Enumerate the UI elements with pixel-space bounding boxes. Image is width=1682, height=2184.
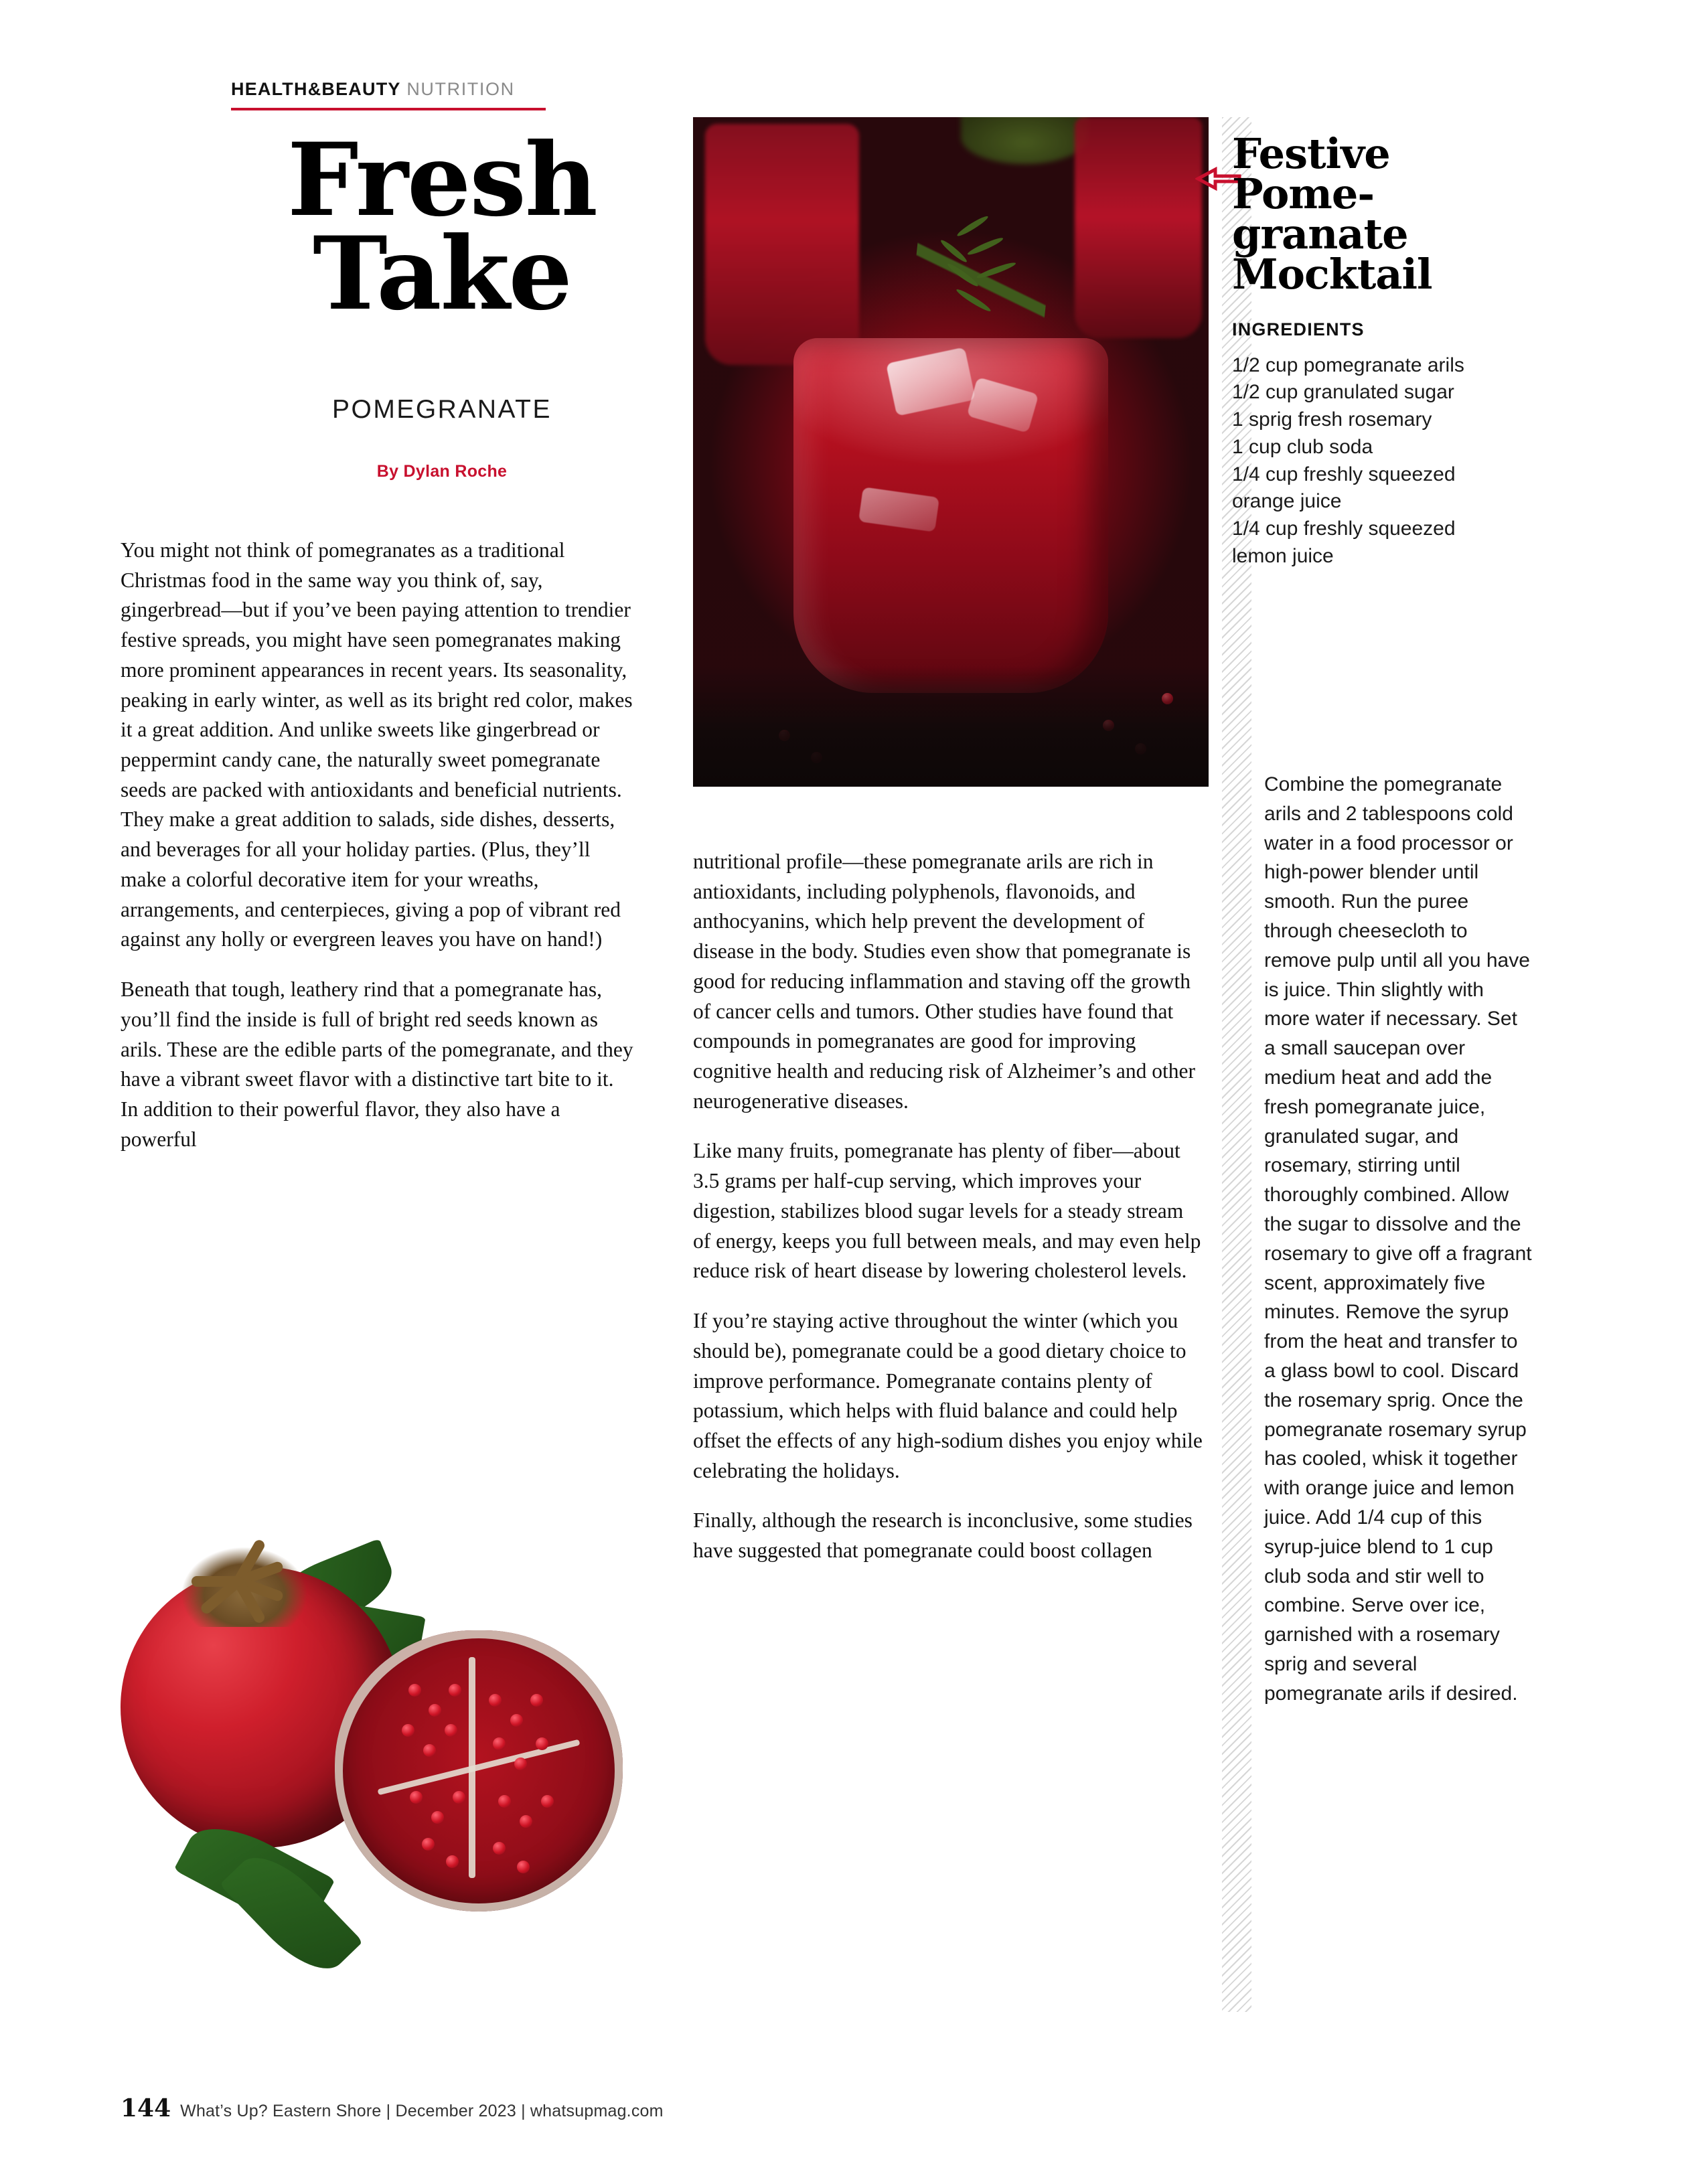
- byline: By Dylan Roche: [376, 462, 508, 481]
- kicker-line: [231, 79, 552, 100]
- photo-seed: [530, 1694, 543, 1707]
- page-footer: [121, 2094, 664, 2122]
- photo-surface: [693, 666, 1209, 787]
- photo-rosemary-needle: [955, 214, 990, 238]
- kicker-section: HEALTH: [231, 79, 308, 99]
- photo-seed: [489, 1694, 502, 1707]
- pomegranate-fruit-photo: [67, 1506, 649, 2002]
- kicker-rule: [231, 108, 546, 110]
- photo-rosemary-needle: [966, 236, 1004, 257]
- photo-seed: [423, 1744, 436, 1757]
- photo-seed: [517, 1861, 530, 1873]
- photo-seed: [520, 1815, 532, 1828]
- paragraph: Finally, although the research is inconclusive, some studies have suggested that pomegranate could boost collagen: [693, 1508, 1193, 1563]
- ingredients-heading: INGREDIENTS: [1232, 319, 1365, 339]
- photo-rind: [335, 1630, 623, 1912]
- paragraph: Like many fruits, pomegranate has plenty of fiber—about 3.5 grams per half-cup serving, which improves your digestion, stabilizes blood sugar levels for a steady stream of energy, keeps you full between meals, and may even help reduce risk of heart disease by lowering cholesterol levels.: [693, 1139, 1201, 1283]
- body-column-1: [121, 536, 636, 1174]
- photo-seed: [408, 1684, 421, 1697]
- photo-seed: [536, 1737, 548, 1750]
- paragraph: Beneath that tough, leathery rind that a pomegranate has, you’ll find the inside is full of bright red seeds known as arils. These are the edible parts of the pomegranate, and they have a vibrant sweet flavor with a distinctive tart bite to it. In addition to their powerful flavor, they also have a powerful: [121, 978, 633, 1151]
- headline-line-1: Fresh: [287, 121, 597, 239]
- recipe-sidebar: [1232, 129, 1553, 570]
- paragraph: If you’re staying active throughout the winter (which you should be), pomegranate could be a good dietary choice to improve performance. Pomegranate contains plenty of potassium, which helps with fluid balance and could help offset the effects of any high-sodium dishes you enjoy while celebrating the holidays.: [693, 1309, 1203, 1482]
- photo-crown-petal: [192, 1576, 242, 1587]
- recipe-title-line-1: Festive: [1232, 129, 1390, 178]
- photo-rosemary-needle: [976, 260, 1016, 281]
- recipe-title: [1232, 129, 1513, 299]
- list-item: 1 cup club soda: [1232, 435, 1373, 458]
- photo-seed: [429, 1704, 441, 1717]
- photo-seed: [446, 1855, 459, 1868]
- photo-seed: [431, 1811, 444, 1824]
- paragraph: You might not think of pomegranates as a traditional Christmas food in the same way you think of, say, gingerbread—but if you’ve been paying attention to trendier festive spreads, you might have seen pomegranates making more prominent appearances in recent years. Its seasonality, peaking in early winter, as well as its bright red color, makes it a great addition. And unlike sweets like gingerbread or peppermint candy cane, the naturally sweet pomegranate seeds are packed with antioxidants and beneficial nutrients. They make a great addition to salads, side dishes, desserts, and beverages for all your holiday parties. (Plus, they’ll make a colorful decorative item for your wreaths, arrangements, and centerpieces, giving a pop of vibrant red against any holly or evergreen leaves you have on hand!): [121, 538, 633, 951]
- photo-seed: [493, 1842, 506, 1855]
- headline-line-2: Take: [313, 214, 571, 333]
- paragraph: nutritional profile—these pomegranate arils are rich in antioxidants, including polyphenols, flavonoids, and anthocyanins, which help prevent the development of disease in the body. Studies even show that pomegranate is good for reducing inflammation and staving off the growth of cancer cells and tumors. Other studies have found that compounds in pomegranates are good for improving cognitive health and reducing risk of Alzheimer’s and other neurogenerative diseases.: [693, 850, 1195, 1113]
- section-kicker: [231, 79, 552, 110]
- photo-halved-pomegranate: [335, 1630, 623, 1912]
- photo-pomegranate-crown: [181, 1547, 308, 1627]
- photo-seed: [541, 1795, 554, 1808]
- photo-seed: [422, 1838, 435, 1851]
- photo-seed: [453, 1791, 465, 1804]
- photo-background-glass-right: [1075, 117, 1202, 338]
- recipe-title-line-4: Mocktail: [1232, 250, 1432, 299]
- subhead: POMEGRANATE: [332, 395, 552, 424]
- kicker-category: NUTRITION: [406, 79, 515, 99]
- page-title: [228, 121, 656, 333]
- photo-rosemary-needle: [946, 262, 980, 289]
- list-item: 1/2 cup pomegranate arils: [1232, 354, 1464, 376]
- list-item: 1/4 cup freshly squeezed orange juice: [1232, 463, 1456, 513]
- ingredients-list: [1232, 352, 1480, 570]
- list-item: 1/4 cup freshly squeezed lemon juice: [1232, 518, 1456, 568]
- photo-seed: [445, 1724, 457, 1737]
- photo-seed: [410, 1791, 423, 1804]
- page-number: 144: [121, 2094, 171, 2122]
- photo-rosemary-needle: [939, 238, 968, 264]
- photo-seed: [498, 1795, 511, 1808]
- photo-seed: [402, 1724, 414, 1737]
- footer-text: What’s Up? Eastern Shore | December 2023 | whatsupmag.com: [180, 2102, 664, 2120]
- kicker-section-2: BEAUTY: [321, 79, 401, 99]
- recipe-title-line-2: Pome-: [1232, 169, 1375, 219]
- body-column-2: [693, 847, 1205, 1586]
- photo-rosemary-needle: [955, 287, 992, 313]
- kicker-ampersand: &: [307, 79, 322, 99]
- photo-seed: [514, 1758, 527, 1770]
- photo-rosemary-sprig: [907, 198, 1056, 365]
- photo-seed: [493, 1737, 506, 1750]
- pomegranate-mocktail-photo: [693, 117, 1209, 787]
- photo-background-glass-left: [705, 124, 859, 365]
- list-item: 1 sprig fresh rosemary: [1232, 408, 1432, 431]
- list-item: 1/2 cup granulated sugar: [1232, 381, 1454, 404]
- photo-seed: [449, 1684, 461, 1697]
- recipe-title-line-3: granate: [1232, 210, 1408, 259]
- recipe-method: Combine the pomegranate arils and 2 tablespoons cold water in a food processor or high-power blender until smooth. Run the puree through cheesecloth to remove pulp until all you have is juice. Thin slightly with more water if necessary. Set a small saucepan over medium heat and add the fresh pomegranate juice, granulated sugar, and rosemary, stirring until thoroughly combined. Allow the sugar to dissolve and the rosemary to give off a fragrant scent, approximately five minutes. Remove the syrup from the heat and transfer to a glass bowl to cool. Discard the rosemary sprig. Once the pomegranate rosemary syrup has cooled, whisk it together with orange juice and lemon juice. Add 1/4 cup of this syrup-juice blend to 1 cup club soda and stir well to combine. Serve over ice, garnished with a rosemary sprig and several pomegranate arils if desired.: [1264, 773, 1532, 1705]
- photo-seed: [510, 1714, 523, 1727]
